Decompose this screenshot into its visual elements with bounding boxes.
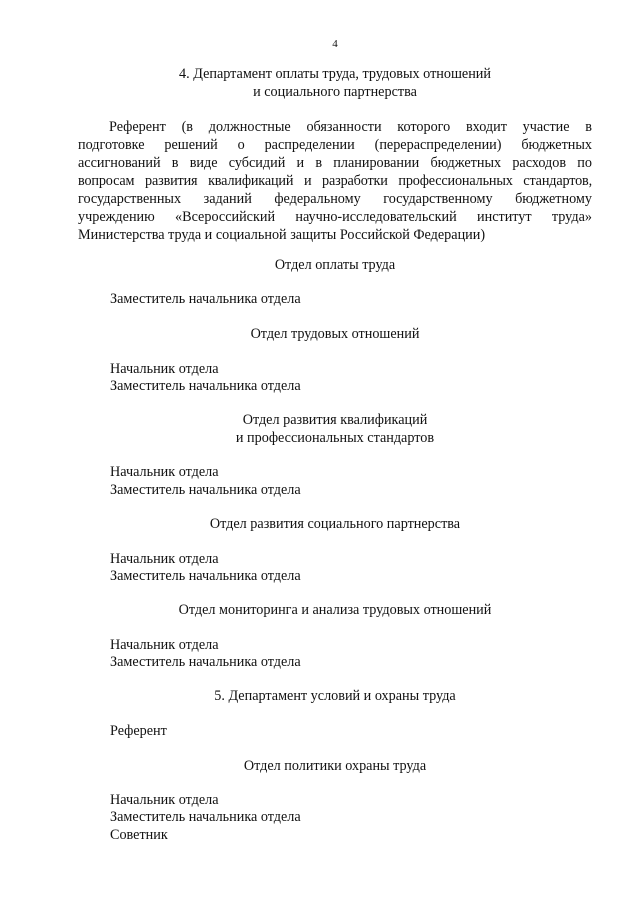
position-item: Заместитель начальника отдела (110, 291, 301, 307)
section-title-safety-policy: Отдел политики охраны труда (243, 758, 427, 774)
department-4-heading-line2: и социального партнерства (253, 84, 417, 100)
position-item: Начальник отдела (110, 464, 219, 480)
paragraph-line: Министерства труда и социальной защиты Российской Федерации) (78, 227, 486, 243)
paragraph-line: ассигнований в виде субсидий и в планировании бюджетных расходов по (78, 155, 592, 171)
position-item: Заместитель начальника отдела (110, 654, 301, 670)
referent-duties-paragraph (78, 118, 592, 244)
department-4-heading-line1: 4. Департамент оплаты труда, трудовых отношений (179, 66, 491, 82)
section-title-qualifications-line1: Отдел развития квалификаций (242, 412, 428, 428)
section-title-social-partnership: Отдел развития социального партнерства (209, 516, 461, 532)
page-number: 4 (332, 38, 338, 50)
position-item: Заместитель начальника отдела (110, 482, 301, 498)
position-item: Советник (110, 827, 168, 843)
section-title-labor-relations: Отдел трудовых отношений (250, 326, 420, 342)
paragraph-line: Референт (в должностные обязанности которого входит участие в (109, 119, 592, 135)
paragraph-line: подготовке решений о распределении (перераспределении) бюджетных (78, 137, 592, 153)
paragraph-line: учреждению «Всероссийский научно-исследовательский институт труда» (78, 209, 592, 225)
paragraph-line: государственных заданий федеральному государственному бюджетному (78, 191, 592, 207)
position-item: Заместитель начальника отдела (110, 568, 301, 584)
position-item: Начальник отдела (110, 637, 219, 653)
paragraph-line: вопросам развития квалификаций и разработки профессиональных стандартов, (78, 173, 592, 189)
position-item: Начальник отдела (110, 551, 219, 567)
section-title-wage-department: Отдел оплаты труда (274, 257, 396, 273)
position-item: Начальник отдела (110, 361, 219, 377)
section-title-qualifications-line2: и профессиональных стандартов (235, 430, 435, 446)
section-title-monitoring: Отдел мониторинга и анализа трудовых отношений (178, 602, 492, 618)
referent-position: Референт (110, 723, 167, 739)
position-item: Заместитель начальника отдела (110, 378, 301, 394)
position-item: Заместитель начальника отдела (110, 809, 301, 825)
position-item: Начальник отдела (110, 792, 219, 808)
department-5-heading: 5. Департамент условий и охраны труда (214, 688, 456, 704)
